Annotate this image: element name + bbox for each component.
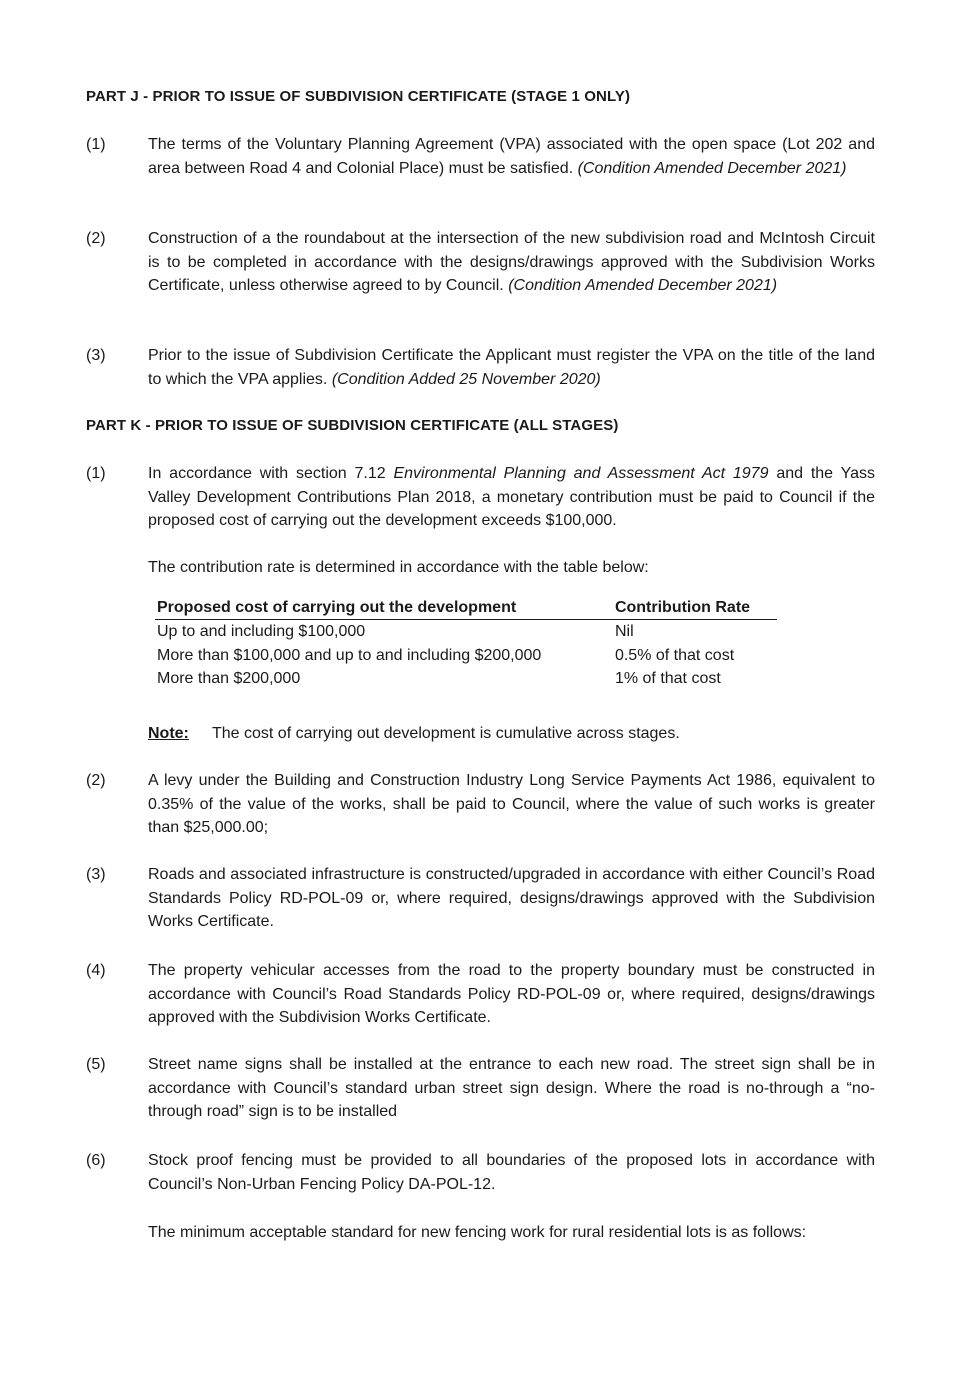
part-k-item-2-text: A levy under the Building and Construction Industry Long Service Payments Act 1986, equivalent to 0.35% of the value of the works, shall be paid to Council, where the value of such works is greater than $25,000.00; [148,772,875,836]
part-k-item-6-number: (6) [86,1152,106,1169]
part-j-item-1 [148,133,875,180]
note-text: The cost of carrying out development is cumulative across stages. [212,725,680,742]
note-label: Note: [148,725,189,742]
part-j-item-3-text: Prior to the issue of Subdivision Certificate the Applicant must register the VPA on the title of the land to which the VPA applies. [148,347,875,388]
part-j-item-3-note: (Condition Added 25 November 2020) [331,370,601,388]
part-k-item-2-number: (2) [86,772,106,789]
fencing-standard-intro: The minimum acceptable standard for new fencing work for rural residential lots is as follows: [148,1224,807,1241]
part-k-item-4-number: (4) [86,962,106,979]
part-j-item-2 [148,227,875,298]
part-j-item-2-note: (Condition Amended December 2021) [508,277,778,294]
part-j-item-2-number: (2) [86,230,106,247]
contribution-rate-table [155,597,777,691]
part-k-item-1 [148,462,875,533]
table-row [155,620,777,644]
part-j-item-1-text: The terms of the Voluntary Planning Agreement (VPA) associated with the open space (Lot 202 and area between Road 4 and Colonial Place) must be satisfied. [148,136,875,177]
part-j-item-3-number: (3) [86,347,106,364]
table-header-cost: Proposed cost of carrying out the development [155,597,613,620]
table-cell-cost: Up to and including $100,000 [157,623,366,640]
part-j-item-1-number: (1) [86,136,106,153]
table-row [155,644,777,668]
table-cell-cost: More than $200,000 [157,670,301,687]
part-k-item-5-text: Street name signs shall be installed at the entrance to each new road. The street sign shall be in accordance with Council’s standard urban street sign design. Where the road is no-through a “no-through road” sign is to be installed [148,1056,875,1120]
part-k-item-4-text: The property vehicular accesses from the road to the property boundary must be constructed in accordance with Council’s Road Standards Policy RD-POL-09 or, where required, designs/drawings approved with the Subdivision Works Certificate. [148,962,875,1026]
table-row [155,667,777,691]
part-k-item-1-text-a: In accordance with section 7.12 [148,465,386,482]
table-cell-rate: 0.5% of that cost [614,646,735,664]
part-k-item-1-act-title: Environmental Planning and Assessment Act 1979 [393,465,769,482]
part-k-item-1-text-b: and the Yass Valley Development Contributions Plan 2018, a monetary contribution must be paid to Council if the proposed cost of carrying out the development exceeds $100,000. [148,465,875,529]
table-header-rate: Contribution Rate [613,597,777,620]
table-header-row [155,597,777,620]
part-j-heading: PART J - PRIOR TO ISSUE OF SUBDIVISION CERTIFICATE (STAGE 1 ONLY) [86,88,631,105]
part-k-item-3-number: (3) [86,866,106,883]
part-k-heading: PART K - PRIOR TO ISSUE OF SUBDIVISION CERTIFICATE (ALL STAGES) [86,417,619,434]
part-j-item-2-text: Construction of a the roundabout at the intersection of the new subdivision road and McIntosh Circuit is to be completed in accordance with the designs/drawings approved with the Subdivision Works Certificate, unless otherwise agreed to by Council. [148,230,875,294]
part-k-item-3-text: Roads and associated infrastructure is constructed/upgraded in accordance with either Council’s Road Standards Policy RD-POL-09 or, where required, designs/drawings approved with the Subdivision Works Certificate. [148,866,875,930]
part-k-item-5-number: (5) [86,1056,106,1073]
table-cell-rate: 1% of that cost [614,670,721,687]
contribution-rate-intro: The contribution rate is determined in accordance with the table below: [148,559,649,576]
cumulative-note [148,722,680,746]
table-cell-cost: More than $100,000 and up to and including $200,000 [157,646,542,664]
part-k-item-6-text: Stock proof fencing must be provided to all boundaries of the proposed lots in accordance with Council’s Non-Urban Fencing Policy DA-POL-12. [148,1152,875,1193]
part-j-item-3 [148,344,875,391]
table-cell-rate: Nil [614,623,634,640]
part-j-item-1-note: (Condition Amended December 2021) [577,159,847,177]
part-k-item-1-number: (1) [86,465,106,482]
